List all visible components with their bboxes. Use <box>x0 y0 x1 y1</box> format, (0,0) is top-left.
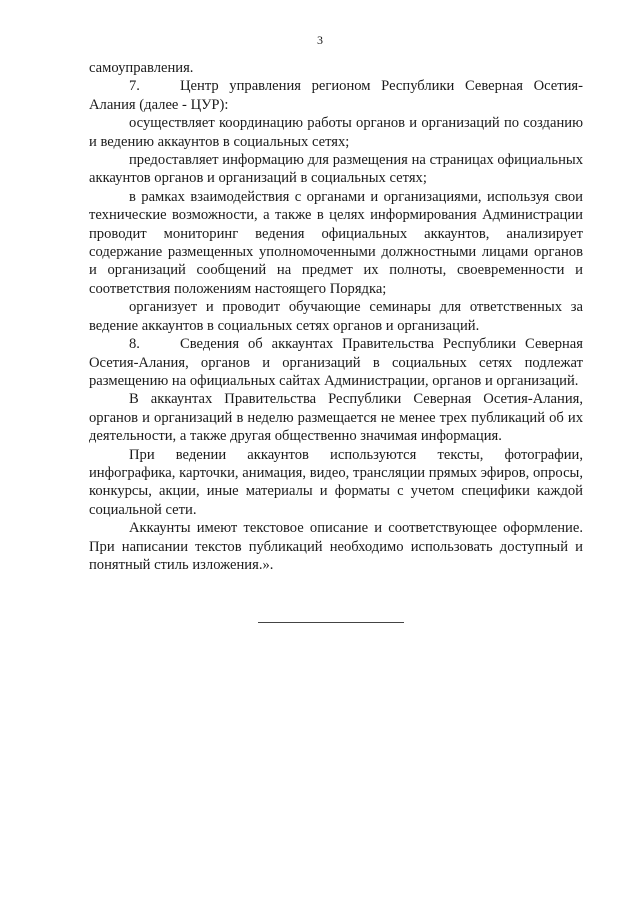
paragraph-3: предоставляет информацию для размещения на страницах официальных аккаунтов органов и организаций в социальных сетях; <box>89 152 583 187</box>
document-body <box>89 59 583 574</box>
paragraph-9: Аккаунты имеют текстовое описание и соответствующее оформление. При написании текстов публикаций необходимо использовать доступный и понятный стиль изложения.». <box>89 520 583 573</box>
paragraph-0: самоуправления. <box>89 60 194 76</box>
item-number-7: 7. <box>129 78 140 95</box>
paragraph-4: в рамках взаимодействия с органами и организациями, используя свои технические возможности, а также в целях информирования Администрации проводит мониторинг ведения официальных аккаунтов, анализирует содержание размещенных уполномоченными должностными лицами органов и организаций сообщений на предмет их полноты, своевременности и соответствия положениям настоящего Порядка; <box>89 188 583 297</box>
paragraph-2: осуществляет координацию работы органов и организаций по созданию и ведению аккаунтов в социальных сетях; <box>89 115 583 150</box>
paragraph-8: При ведении аккаунтов используются тексты, фотографии, инфографика, карточки, анимация, видео, трансляции прямых эфиров, опросы, конкурсы, акции, иные материалы и форматы с учетом специфики каждой социальной сети. <box>89 446 583 518</box>
paragraph-6: 8. Сведения об аккаунтах Правительства Республики Северная Осетия-Алания, органов и организаций в социальных сетях подлежат размещению на официальных сайтах Администрации, органов и организаций. <box>89 336 583 389</box>
paragraph-5: организует и проводит обучающие семинары для ответственных за ведение аккаунтов в социальных сетях органов и организаций. <box>89 299 583 334</box>
paragraph-1: 7. Центр управления регионом Республики Северная Осетия-Алания (далее - ЦУР): <box>89 78 583 113</box>
paragraph-7: В аккаунтах Правительства Республики Северная Осетия-Алания, органов и организаций в неделю размещается не менее трех публикаций об их деятельности, а также другая общественно значимая информация. <box>89 391 583 445</box>
item-number-8: 8. <box>129 336 140 353</box>
page-number: 3 <box>317 33 323 47</box>
separator-line <box>258 622 404 623</box>
